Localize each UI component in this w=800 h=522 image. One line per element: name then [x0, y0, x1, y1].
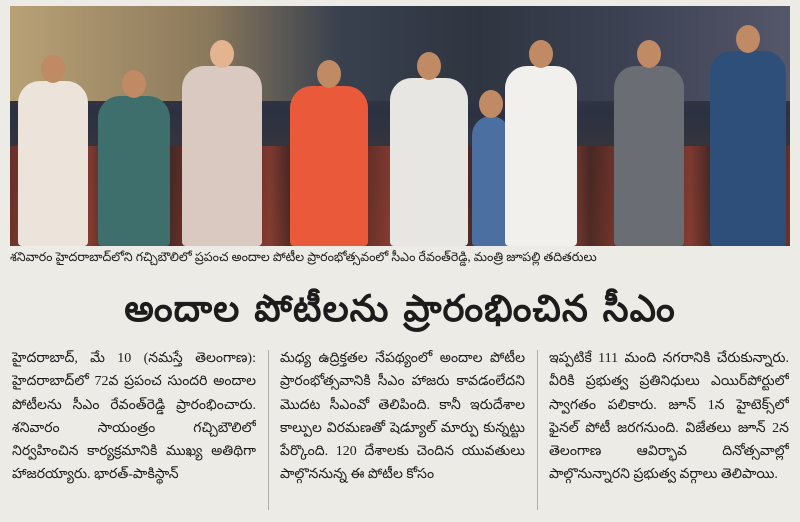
news-photo	[10, 6, 790, 246]
article-column-3: ఇప్పటికే 111 మంది నగరానికి చేరుకున్నారు. వీరికి ప్రభుత్వ ప్రతినిధులు ఎయిర్‌పోర్టులో స్వాగతం పలికారు. జూన్ 1న హైటెక్స్‌లో ఫైనల్ పోటీ జరగనుంది. విజేతలు జూన్ 2న తెలంగాణ ఆవిర్భావ దినోత్సవాల్లో పాల్గొనున్నారని ప్రభుత్వ వర్గాలు తెలిపాయి.	[549, 351, 789, 483]
person-figure	[390, 78, 468, 246]
person-figure	[710, 51, 786, 246]
article-column-2: మధ్య ఉద్రిక్తతల నేపథ్యంలో అందాల పోటీల ప్రారంభోత్సవానికి సీఎం హాజరు కావడంలేదని మొదట సీఎంవో తెలిపింది. కానీ ఇరుదేశాల కాల్పుల విరమణతో షెడ్యూల్ మార్పు కున్నట్టు పేర్కొంది. 120 దేశాలకు చెందిన యువతులు పాల్గొననున్న ఈ పోటీల కోసం	[280, 351, 525, 483]
person-figure	[614, 66, 684, 246]
person-figure	[98, 96, 170, 246]
person-figure	[182, 66, 262, 246]
photo-caption: శనివారం హైదరాబాద్‌లోని గచ్చిబౌలిలో ప్రపంచ అందాల పోటీల ప్రారంభోత్సవంలో సీఎం రేవంత్‌రెడ్డి, మంత్రి జూపల్లి తదితరులు	[10, 250, 597, 264]
person-figure	[18, 81, 88, 246]
person-figure	[505, 66, 577, 246]
person-figure	[290, 86, 368, 246]
column-divider	[537, 350, 538, 510]
article-column-1: హైదరాబాద్, మే 10 (నమస్తే తెలంగాణ): హైదరాబాద్‌లో 72వ ప్రపంచ సుందరి అందాల పోటీలను సీఎం రేవంత్‌రెడ్డి ప్రారంభించారు. శనివారం సాయంత్రం గచ్చిబౌలిలో నిర్వహించిన కార్యక్రమానికి ముఖ్య అతిథిగా హాజరయ్యారు. భారత్-పాకిస్థాన్	[12, 351, 256, 483]
headline: అందాల పోటీలను ప్రారంభించిన సీఎం	[124, 287, 676, 330]
column-divider	[268, 350, 269, 510]
